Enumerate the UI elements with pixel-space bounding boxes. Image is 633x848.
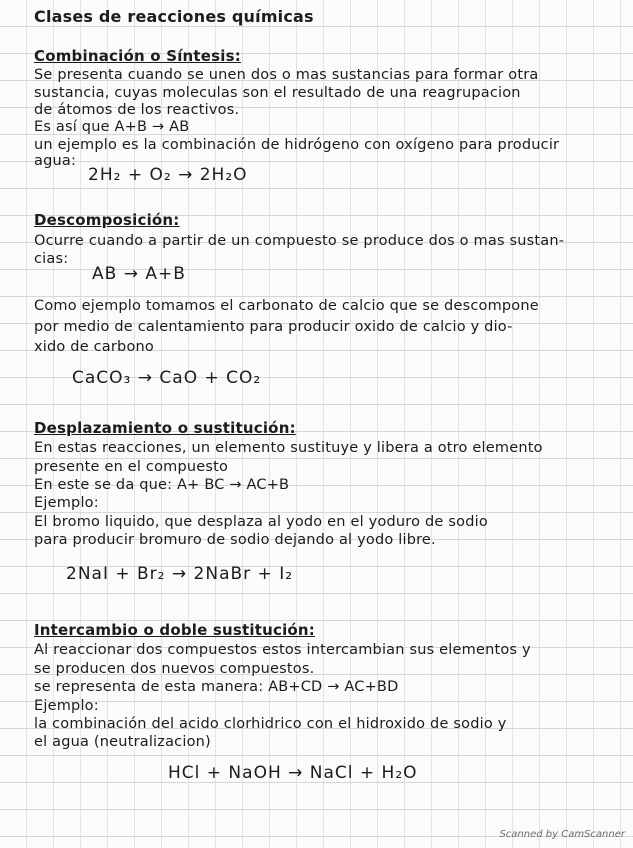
- text-line: Es así que A+B → AB: [34, 119, 190, 135]
- text-line: Como ejemplo tomamos el carbonato de calcio que se descompone: [34, 298, 539, 314]
- text-line: por medio de calentamiento para producir oxido de calcio y dio-: [34, 319, 513, 335]
- chemical-equation: AB → A+B: [92, 265, 186, 283]
- section-heading-displacement: Desplazamiento o sustitución:: [34, 419, 296, 437]
- chemical-equation: 2H₂ + O₂ → 2H₂O: [88, 166, 248, 184]
- text-line: la combinación del acido clorhidrico con el hidroxido de sodio y: [34, 716, 507, 732]
- text-line: cias:: [34, 251, 69, 267]
- text-line: Se presenta cuando se unen dos o mas sustancias para formar otra: [34, 67, 539, 83]
- text-line: se representa de esta manera: AB+CD → AC+BD: [34, 679, 399, 695]
- text-line: En este se da que: A+ BC → AC+B: [34, 477, 290, 493]
- text-line: El bromo liquido, que desplaza al yodo en el yoduro de sodio: [34, 514, 488, 530]
- section-heading-decomposition: Descomposición:: [34, 211, 180, 229]
- text-line: de átomos de los reactivos.: [34, 102, 240, 118]
- text-line: un ejemplo es la combinación de hidrógeno con oxígeno para producir: [34, 137, 560, 153]
- text-line: Ejemplo:: [34, 698, 99, 714]
- text-line: sustancia, cuyas moleculas son el resultado de una reagrupacion: [34, 85, 521, 101]
- text-line: agua:: [34, 153, 77, 169]
- text-line: En estas reacciones, un elemento sustituye y libera a otro elemento: [34, 440, 543, 456]
- text-line: se producen dos nuevos compuestos.: [34, 661, 315, 677]
- chemical-equation: CaCO₃ → CaO + CO₂: [72, 369, 262, 387]
- scanner-watermark: Scanned by CamScanner: [499, 829, 625, 840]
- chemical-equation: HCl + NaOH → NaCl + H₂O: [168, 764, 418, 782]
- text-line: Ocurre cuando a partir de un compuesto se produce dos o mas sustan-: [34, 233, 565, 249]
- chemical-equation: 2NaI + Br₂ → 2NaBr + I₂: [66, 565, 294, 583]
- text-line: el agua (neutralizacion): [34, 734, 211, 750]
- text-line: para producir bromuro de sodio dejando al yodo libre.: [34, 532, 436, 548]
- text-line: presente en el compuesto: [34, 459, 229, 475]
- text-line: Al reaccionar dos compuestos estos intercambian sus elementos y: [34, 642, 531, 658]
- section-heading-synthesis: Combinación o Síntesis:: [34, 47, 241, 65]
- text-line: Ejemplo:: [34, 495, 99, 511]
- section-heading-double-substitution: Intercambio o doble sustitución:: [34, 621, 316, 639]
- text-line: xido de carbono: [34, 339, 154, 355]
- page-title: Clases de reacciones químicas: [34, 8, 314, 26]
